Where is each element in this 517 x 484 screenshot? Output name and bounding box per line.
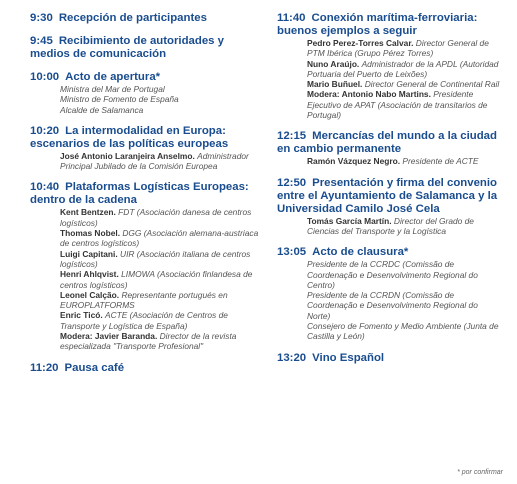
speaker-role: Presidente Ejecutivo de APAT (Asociación de transitarios de Portugal) — [307, 89, 488, 121]
speaker-role: Ministro de Fomento de España — [60, 94, 179, 105]
item-title: Presentación y firma del convenio entre el Ayuntamiento de Salamanca y la Universidad Camilo José Cela — [277, 176, 498, 215]
agenda-item — [277, 177, 502, 237]
speaker — [277, 290, 502, 321]
speaker-role: Presidente de la CCRDN (Comissão de Coordenação e Desenvolvimento Regional do Norte) — [307, 290, 478, 321]
speaker-name: Kent Bentzen. — [60, 207, 116, 218]
speaker-name: Nuno Araújo. — [307, 58, 360, 69]
speaker-role: UIR (Asociación italiana de centros logísticos) — [60, 248, 251, 269]
item-time: 9:30 — [30, 12, 53, 24]
agenda-item — [30, 181, 262, 351]
speaker-name: Enric Ticó. — [60, 310, 103, 321]
speaker — [30, 269, 262, 290]
speaker — [277, 79, 502, 89]
speaker-role: Alcalde de Salamanca — [60, 104, 144, 115]
item-title: Recibimiento de autoridades y medios de comunicación — [30, 35, 225, 60]
speaker-role: FDT (Asociación danesa de centros logísticos) — [60, 207, 252, 228]
speaker-role: Director de la revista especializada "Transporte Profesional" — [60, 331, 237, 352]
speaker — [277, 216, 502, 237]
speaker-role: DGG (Asociación alemana-austriaca de centros logísticos) — [60, 228, 259, 249]
speaker — [277, 89, 502, 120]
speaker-role: Consejero de Fomento y Medio Ambiente (Junta de Castilla y León) — [307, 321, 499, 342]
item-title: Plataformas Logísticas Europeas: dentro de la cadena — [30, 181, 249, 207]
item-time: 12:15 — [277, 130, 307, 143]
speaker — [30, 310, 262, 331]
speaker-role: Administrador Principal Jubilado de la Comisión Europea — [60, 150, 249, 172]
speaker — [30, 207, 262, 228]
speaker-role: Presidente de la CCRDC (Comissão de Coordenação e Desenvolvimento Regional do Centro) — [307, 259, 478, 290]
speaker — [30, 151, 262, 172]
item-time: 10:40 — [30, 181, 60, 194]
speaker-name: Mario Buñuel. — [307, 79, 363, 90]
speaker-role: Ministra del Mar de Portugal — [60, 84, 165, 94]
speaker-role: ACTE (Asociación de Centros de Transporte y Logística de España) — [60, 310, 228, 331]
speaker-role: Administrador de la APDL (Autoridad Portuaria del Puerto de Leixões) — [307, 58, 499, 79]
speaker — [277, 321, 502, 342]
speaker — [277, 38, 502, 59]
item-title: Acto de apertura* — [65, 71, 161, 83]
item-time: 10:00 — [30, 71, 60, 83]
agenda-item — [277, 352, 502, 365]
agenda-item — [277, 130, 502, 166]
agenda-item — [30, 35, 262, 61]
item-time: 11:40 — [277, 12, 306, 24]
item-title: Acto de clausura* — [312, 246, 409, 259]
speaker-name: Pedro Perez-Torres Calvar. — [307, 38, 414, 48]
speaker — [277, 259, 502, 290]
item-time: 12:50 — [277, 176, 307, 189]
item-time: 13:20 — [277, 351, 307, 364]
footnote: * por confirmar — [457, 469, 503, 476]
agenda-item — [277, 246, 502, 341]
speaker-name: José Antonio Laranjeira Anselmo. — [60, 150, 195, 161]
speaker-role: Director General de Continental Rail — [364, 79, 500, 90]
item-time: 10:20 — [30, 124, 60, 137]
agenda-left-column — [30, 12, 262, 385]
speaker — [30, 290, 262, 311]
speaker-name: Modera: Antonio Nabo Martins. — [307, 89, 431, 100]
agenda-item — [30, 362, 262, 375]
speaker-name: Thomas Nobel. — [60, 228, 121, 239]
speaker — [30, 84, 262, 94]
speaker — [30, 94, 262, 104]
item-title: Conexión marítima-ferroviaria: buenos ejemplos a seguir — [277, 12, 478, 37]
speaker — [30, 105, 262, 115]
item-time: 13:05 — [277, 246, 307, 259]
speaker — [277, 156, 502, 166]
speaker — [30, 228, 262, 249]
speaker-name: Leonel Calção. — [60, 289, 120, 300]
item-title: Mercancías del mundo a la ciudad en cambio permanente — [277, 130, 497, 156]
agenda-right-column — [277, 12, 502, 375]
speaker-name: Ramón Vázquez Negro. — [307, 156, 401, 167]
speaker — [277, 59, 502, 80]
speaker-role: Presidente de ACTE — [402, 156, 479, 167]
agenda-item — [30, 125, 262, 172]
speaker-name: Tomás García Martín. — [307, 215, 392, 226]
item-title: La intermodalidad en Europa: escenarios de las políticas europeas — [30, 124, 229, 150]
agenda-item — [30, 71, 262, 115]
speaker-role: Director del Grado de Ciencias del Transporte y la Logística — [307, 215, 474, 236]
speaker — [30, 331, 262, 352]
item-title: Recepción de participantes — [58, 12, 207, 24]
agenda-item — [277, 12, 502, 120]
item-time: 11:20 — [30, 361, 59, 374]
speaker-name: Luigi Capitani. — [60, 248, 118, 259]
speaker-name: Modera: Javier Baranda. — [60, 331, 158, 342]
item-title: Pausa café — [64, 361, 125, 374]
speaker-role: Director General de PTM Ibérica (Grupo Pérez Torres) — [307, 38, 489, 59]
agenda-item — [30, 12, 262, 25]
speaker-role: LIMOWA (Asociación finlandesa de centros logísticos) — [60, 269, 253, 290]
item-time: 9:45 — [30, 35, 53, 47]
speaker — [30, 249, 262, 270]
speaker-name: Henri Ahlqvist. — [60, 269, 119, 280]
item-title: Vino Español — [312, 351, 385, 364]
speaker-role: Representante portugués en EUROPLATFORMS — [60, 289, 228, 311]
